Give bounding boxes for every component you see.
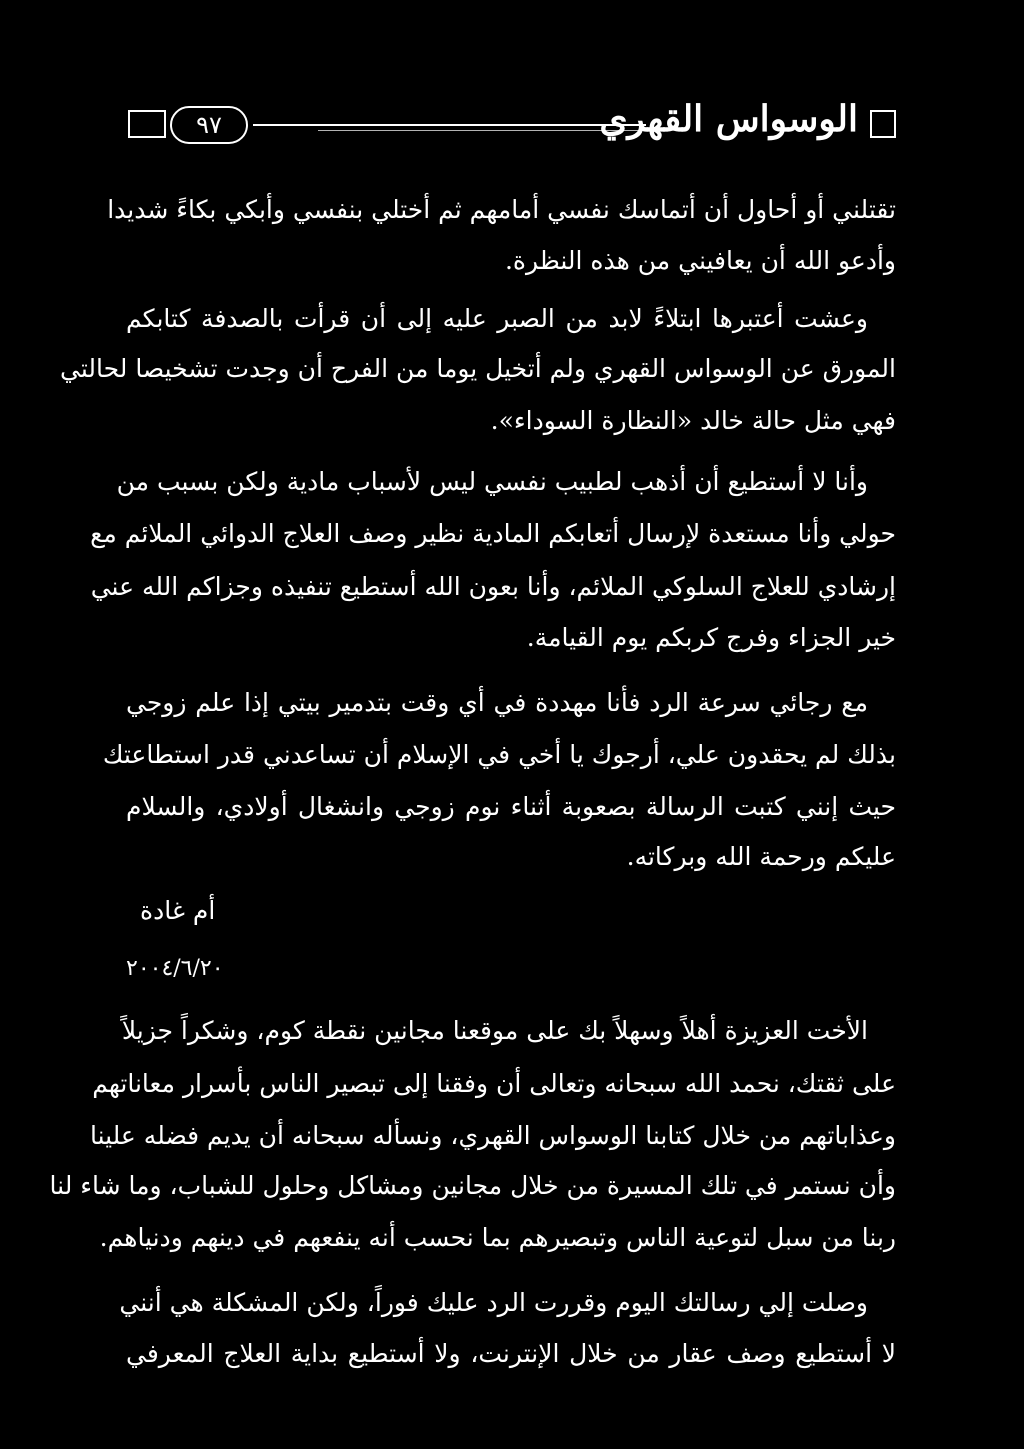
text-line: وعشت أعتبرها ابتلاءً لابد من الصبر عليه إلى أن قرأت بالصدفة كتابكم [126,304,868,333]
page-number: ٩٧ [170,106,248,144]
text-line: لا أستطيع وصف عقار من خلال الإنترنت، ولا أستطيع بداية العلاج المعرفي [126,1339,896,1368]
text-line: ربنا من سبل لتوعية الناس وتبصيرهم بما نحسب أنه ينفعهم في دينهم ودنياهم. [99,1223,896,1252]
text-line: وصلت إلي رسالتك اليوم وقررت الرد عليك فوراً، ولكن المشكلة هي أنني [119,1288,868,1317]
text-line: حيث إنني كتبت الرسالة بصعوبة أثناء نوم زوجي وانشغال أولادي، والسلام [126,792,896,821]
ornament-left [128,110,166,138]
text-line: بذلك لم يحقدون علي، أرجوك يا أخي في الإسلام أن تساعدني قدر استطاعتك [102,740,896,769]
header-rule-thin [318,130,646,131]
text-line: وعذاباتهم من خلال كتابنا الوسواس القهري، ونسأله سبحانه أن يديم فضله علينا [89,1121,896,1150]
signature: أم غادة [140,896,216,925]
text-line: مع رجائي سرعة الرد فأنا مهددة في أي وقت بتدمير بيتي إذا علم زوجي [126,688,868,717]
text-line: وأدعو الله أن يعافيني من هذه النظرة. [504,246,896,275]
text-line: المورق عن الوسواس القهري ولم أتخيل يوما من الفرح أن وجدت تشخيصا لحالتي [60,354,896,383]
text-line: إرشادي للعلاج السلوكي الملائم، وأنا بعون الله أستطيع تنفيذه وجزاكم الله عني [90,572,896,601]
text-line: تقتلني أو أحاول أن أتماسك نفسي أمامهم ثم أختلي بنفسي وأبكي بكاءً شديدا [107,195,896,224]
text-line: عليكم ورحمة الله وبركاته. [626,842,896,871]
text-line: وأنا لا أستطيع أن أذهب لطبيب نفسي ليس لأسباب مادية ولكن بسبب من [116,467,868,496]
running-title: الوسواس القهري [599,98,858,140]
text-line: فهي مثل حالة خالد «النظارة السوداء». [490,406,896,435]
text-line: على ثقتك، نحمد الله سبحانه وتعالى أن وفقنا إلى تبصير الناس بأسرار معاناتهم [92,1069,896,1098]
header-rule [253,124,646,126]
date: ٢٠٠٤/٦/٢٠ [126,956,224,981]
text-line: الأخت العزيزة أهلاً وسهلاً بك على موقعنا مجانين نقطة كوم، وشكراً جزيلاً [121,1016,868,1045]
ornament-right [870,110,896,138]
text-line: خير الجزاء وفرج كربكم يوم القيامة. [526,623,896,652]
text-line: وأن نستمر في تلك المسيرة من خلال مجانين ومشاكل وحلول للشباب، وما شاء لنا [49,1171,896,1200]
text-line: حولي وأنا مستعدة لإرسال أتعابكم المادية نظير وصف العلاج الدوائي الملائم مع [90,519,896,548]
page-header [128,96,896,156]
